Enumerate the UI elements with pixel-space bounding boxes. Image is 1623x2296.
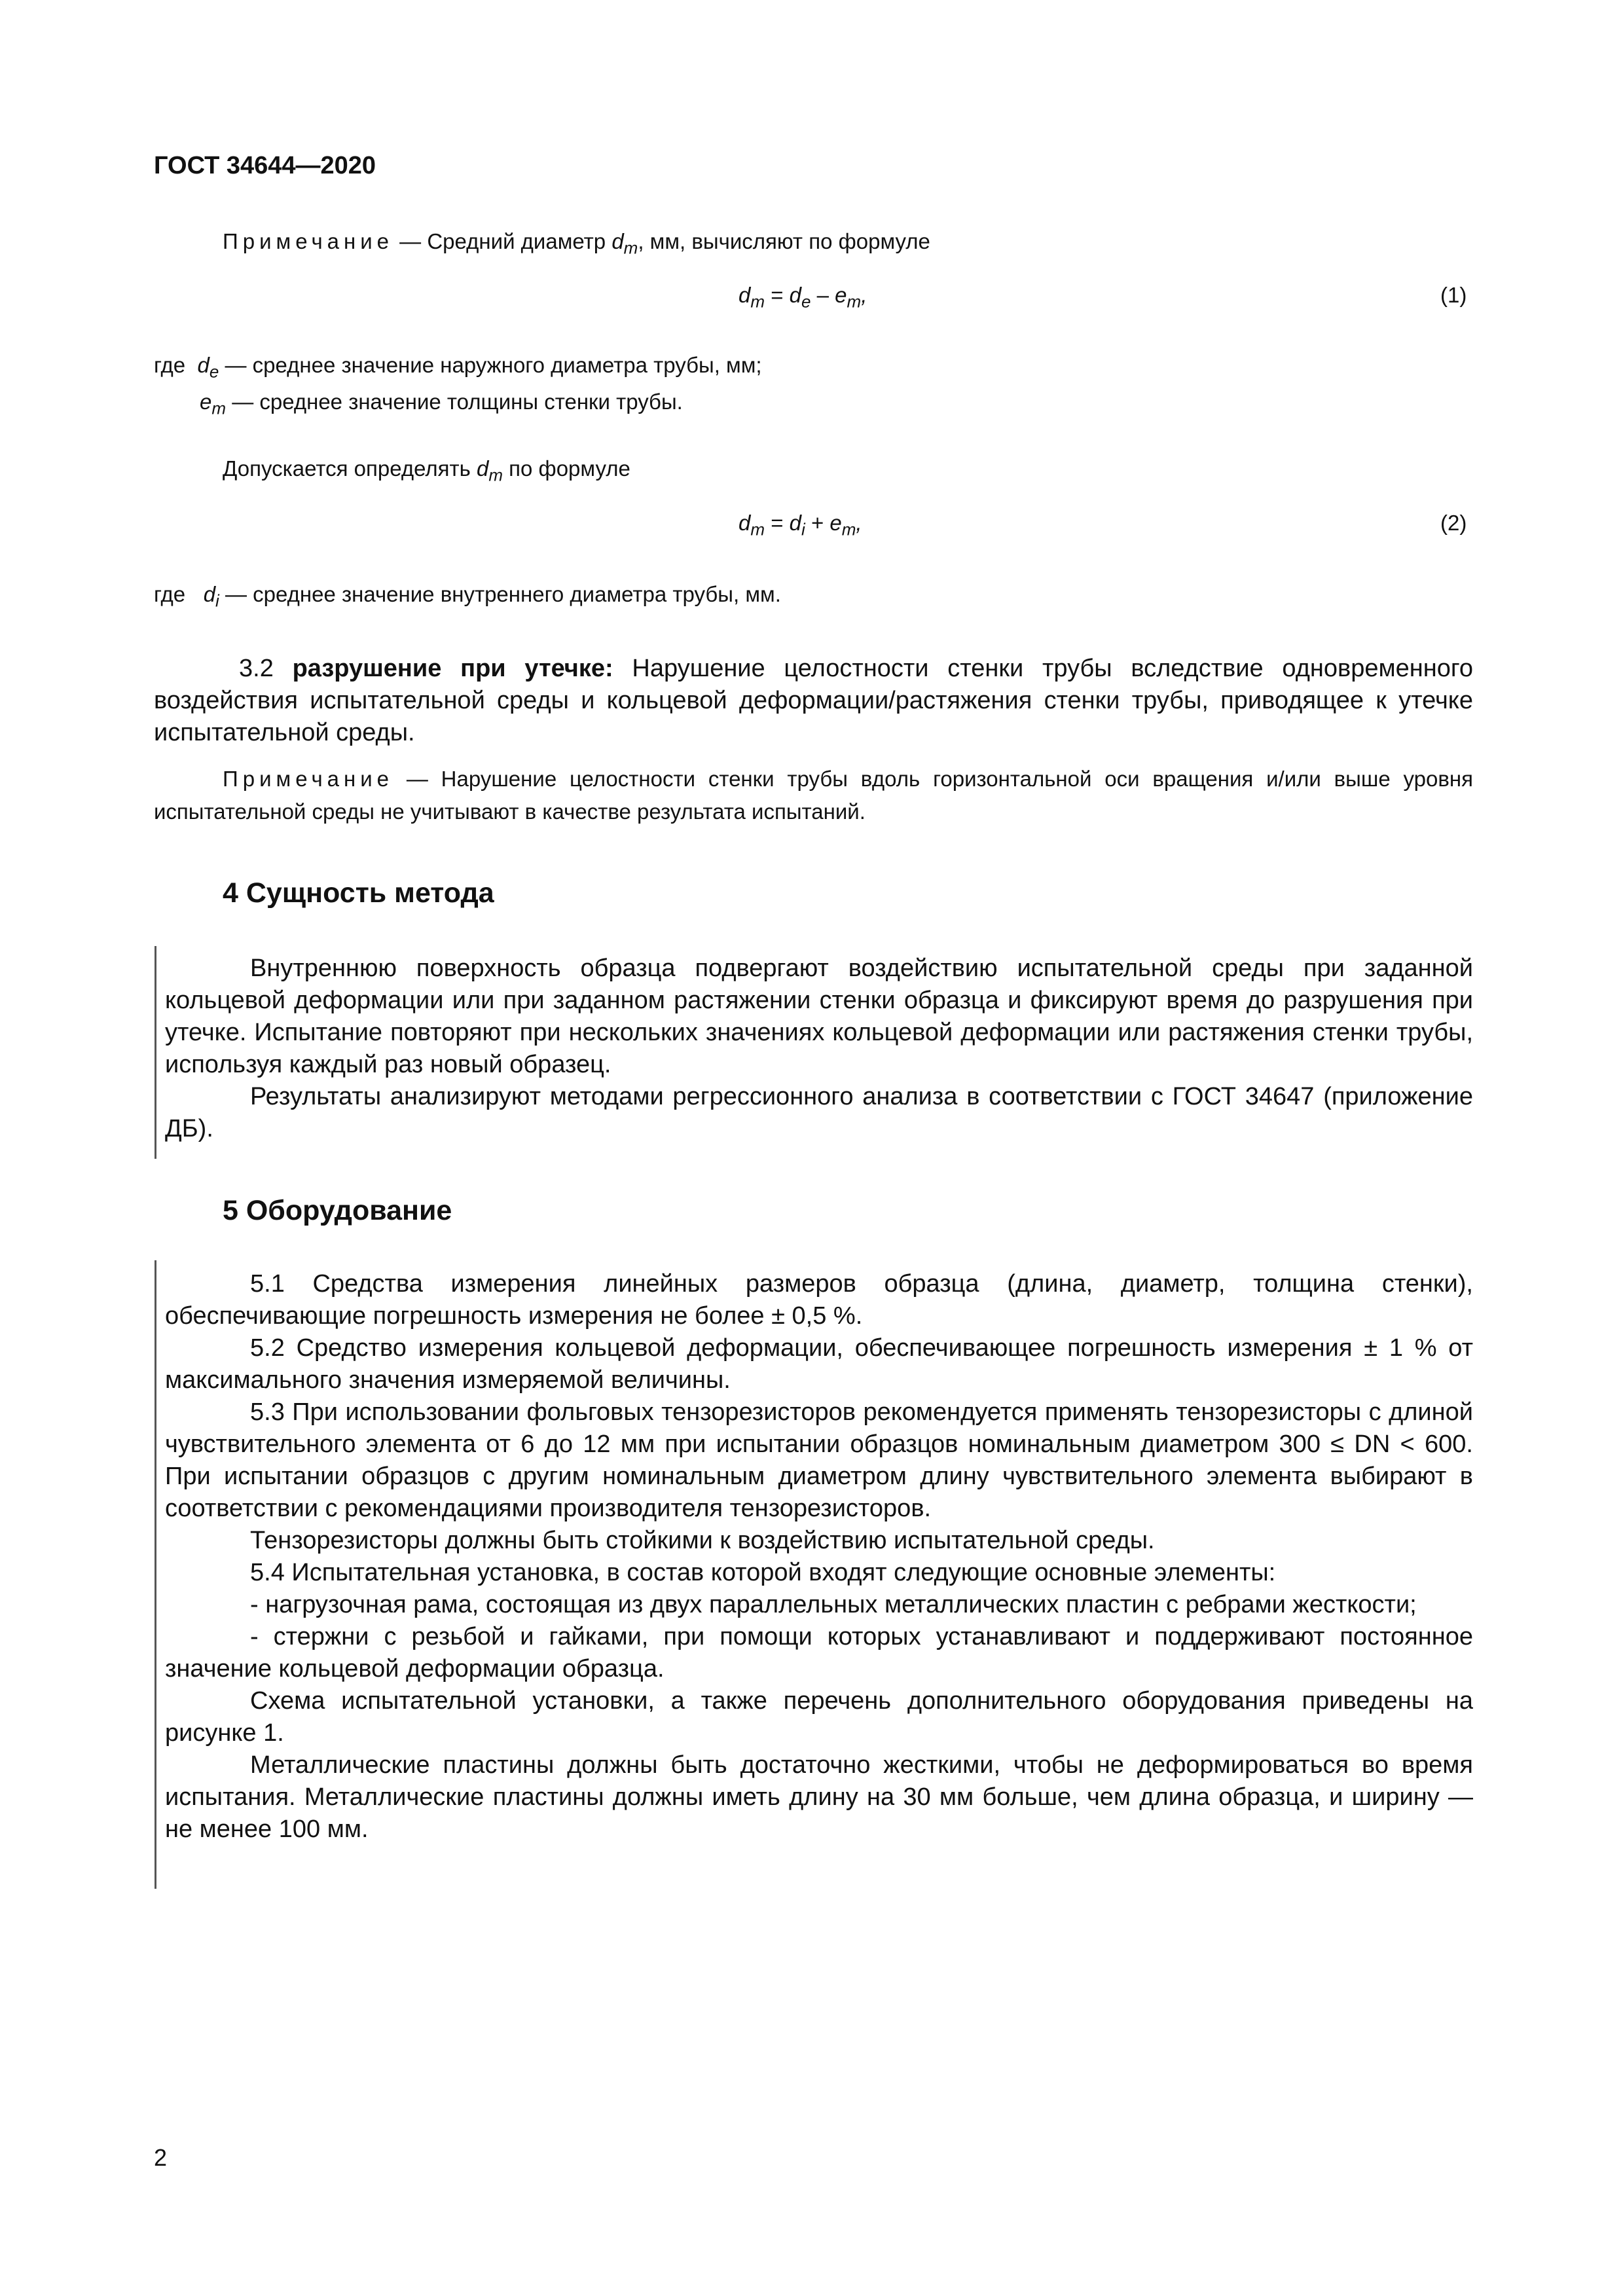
def-3-text: — среднее значение внутреннего диаметра трубы, мм. bbox=[219, 582, 781, 606]
note-1-text2: , мм, вычисляют по формуле bbox=[638, 229, 930, 253]
def-3-sym: d bbox=[203, 582, 216, 606]
where-label-1: где bbox=[154, 353, 186, 377]
formula-2-b: e bbox=[830, 511, 842, 535]
note-1 bbox=[223, 226, 930, 264]
section-4-paragraph: Внутреннюю поверхность образца подвергают воздействию испытательной среды при заданной кольцевой деформации или при заданном растяжении стенки образца и фиксируют время до разрушения при утечке. Испытание повторяют при нескольких значениях кольцевой деформации или растяжения стенки трубы, используя каждый раз новый образец. bbox=[165, 955, 1473, 1078]
section-4-body bbox=[165, 953, 1473, 1145]
def-2-sub: m bbox=[211, 398, 227, 418]
note-2 bbox=[154, 763, 1473, 828]
formula-2-b-sub: m bbox=[841, 519, 856, 539]
where-definitions-2 bbox=[154, 576, 781, 619]
note-1-label: Примечание bbox=[223, 229, 394, 253]
section-5-paragraph: 5.1 Средства измерения линейных размеров образца (длина, диаметр, толщина стенки), обеспечивающие погрешность измерения не более ± 0,5 %. bbox=[165, 1270, 1473, 1330]
note-1-var: d bbox=[611, 229, 624, 253]
section-4-paragraph: Результаты анализируют методами регрессионного анализа в соответствии с ГОСТ 34647 (приложение ДБ). bbox=[165, 1083, 1473, 1142]
formula-2-a: d bbox=[789, 511, 801, 535]
change-bar-section-5 bbox=[155, 1260, 156, 1889]
def-1-sub: e bbox=[209, 361, 219, 382]
section-5-paragraph: Металлические пластины должны быть достаточно жесткими, чтобы не деформироваться во время испытания. Металлические пластины должны иметь длину на 30 мм больше, чем длина образца, и ширину — не менее 100 мм. bbox=[165, 1751, 1473, 1843]
formula-2-op2: + bbox=[805, 511, 830, 535]
def-2-sym: e bbox=[200, 390, 212, 414]
section-5-paragraph: 5.3 При использовании фольговых тензорезисторов рекомендуется применять тензорезисторы с длиной чувствительного элемента от 6 до 12 мм при испытании образцов номинальным диаметром 300 ≤ DN < 600. При испытании образцов с другим номинальным диаметром длину чувствительного элемента выбирают в соответствии с рекомендациями производителя тензорезисторов. bbox=[165, 1398, 1473, 1522]
allow-text2: по формуле bbox=[502, 456, 630, 481]
formula-1-a-sub: e bbox=[801, 291, 811, 312]
allow-line bbox=[223, 453, 630, 491]
formula-2-lhs-sub: m bbox=[750, 519, 765, 539]
section-5-paragraph: Тензорезисторы должны быть стойкими к воздействию испытательной среды. bbox=[250, 1527, 1155, 1554]
formula-2-op1: = bbox=[765, 511, 790, 535]
formula-1-op2: – bbox=[811, 283, 835, 307]
section-3-2-text: Нарушение целостности стенки трубы вследствие одновременного воздействия испытательной среды и кольцевой деформации/растяжения стенки трубы, приводящее к утечке испытательной среды. bbox=[154, 655, 1473, 746]
document-code-header: ГОСТ 34644—2020 bbox=[154, 152, 376, 179]
section-3-2 bbox=[154, 653, 1473, 749]
formula-1-b-sub: m bbox=[847, 291, 862, 312]
allow-sym: d bbox=[476, 456, 489, 481]
formula-1-lhs: d bbox=[739, 283, 751, 307]
page-number: 2 bbox=[154, 2144, 168, 2171]
note-1-text: — Средний диаметр bbox=[393, 229, 612, 253]
section-5-paragraph: 5.2 Средство измерения кольцевой деформации, обеспечивающее погрешность измерения ± 1 % от максимального значения измеряемой величины. bbox=[165, 1334, 1473, 1394]
allow-sub: m bbox=[488, 465, 503, 485]
formula-2-lhs: d bbox=[739, 511, 751, 535]
section-3-2-number: 3.2 bbox=[239, 655, 293, 682]
def-1-sym: d bbox=[197, 353, 210, 377]
formula-2-a-sub: i bbox=[801, 519, 805, 539]
formula-1-a: d bbox=[789, 283, 801, 307]
formula-1 bbox=[739, 283, 867, 312]
formula-2 bbox=[739, 511, 862, 540]
section-5-list-item: - стержни с резьбой и гайками, при помощи которых устанавливают и поддерживают постоянное значение кольцевой деформации образца. bbox=[165, 1623, 1473, 1683]
section-5-list-item: - нагрузочная рама, состоящая из двух параллельных металлических пластин с ребрами жесткости; bbox=[250, 1591, 1417, 1618]
formula-1-b: e bbox=[835, 283, 847, 307]
note-2-text: — Нарушение целостности стенки трубы вдоль горизонтальной оси вращения и/или выше уровня испытательной среды не учитывают в качестве результата испытаний. bbox=[154, 767, 1473, 824]
section-5-heading: 5 Оборудование bbox=[223, 1195, 452, 1226]
formula-2-number: (2) bbox=[1440, 511, 1467, 535]
section-5-paragraph: 5.4 Испытательная установка, в состав которой входят следующие основные элементы: bbox=[250, 1559, 1276, 1586]
where-definitions-1b bbox=[200, 384, 683, 427]
def-1-text: — среднее значение наружного диаметра трубы, мм; bbox=[219, 353, 762, 377]
section-4-heading: 4 Сущность метода bbox=[223, 877, 494, 909]
change-bar-section-4 bbox=[155, 946, 156, 1159]
section-5-paragraph: Схема испытательной установки, а также перечень дополнительного оборудования приведены на рисунке 1. bbox=[165, 1687, 1473, 1747]
note-2-label: Примечание bbox=[223, 767, 394, 791]
note-1-var-sub: m bbox=[623, 238, 638, 258]
where-label-2: где bbox=[154, 582, 186, 606]
section-3-2-term: разрушение при утечке: bbox=[292, 655, 613, 682]
def-2-text: — среднее значение толщины стенки трубы. bbox=[226, 390, 683, 414]
formula-2-tail: , bbox=[856, 511, 862, 535]
formula-1-op1: = bbox=[765, 283, 790, 307]
formula-1-lhs-sub: m bbox=[750, 291, 765, 312]
def-3-sub: i bbox=[215, 591, 219, 611]
allow-text: Допускается определять bbox=[223, 456, 477, 481]
formula-1-tail: , bbox=[861, 283, 867, 307]
formula-1-number: (1) bbox=[1440, 283, 1467, 307]
section-5-body bbox=[165, 1268, 1473, 1846]
